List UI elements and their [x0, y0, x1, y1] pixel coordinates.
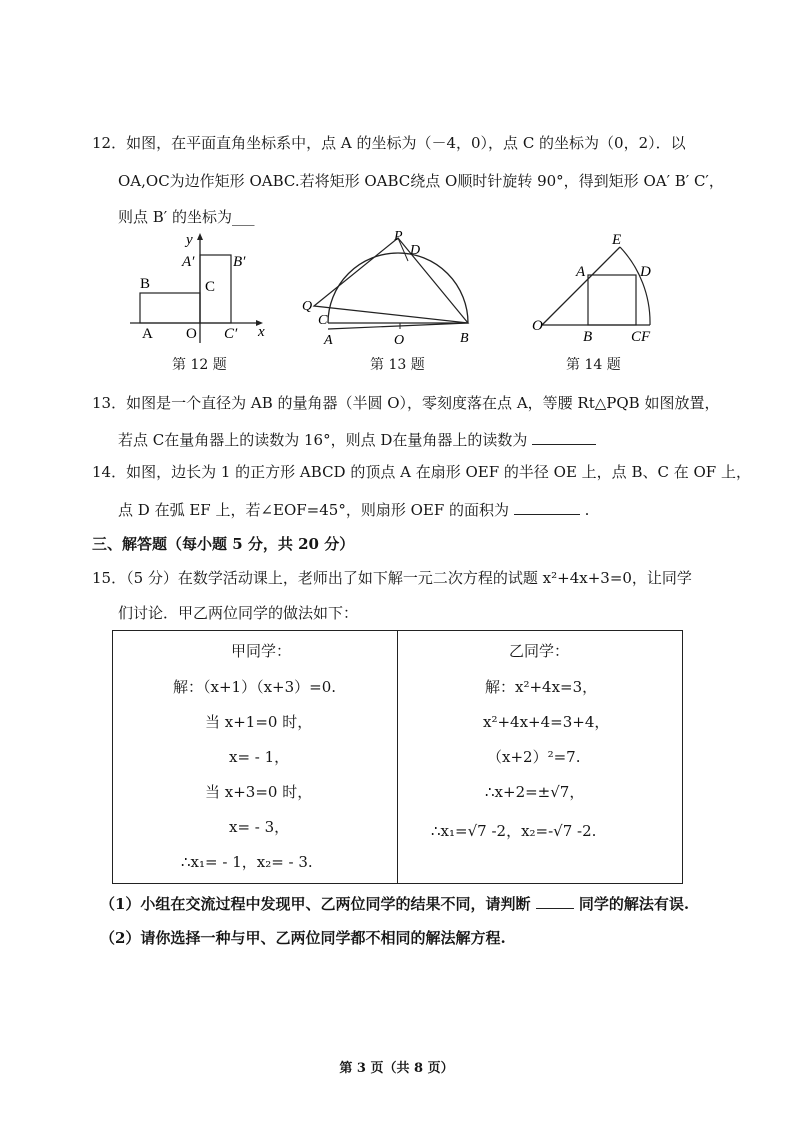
left-col-line: x= - 1， [229, 748, 290, 766]
left-col-line: 当 x+3=0 时， [205, 783, 313, 801]
fig13-label-a: A [324, 333, 333, 348]
right-col-line: （x+2）²=7. [487, 748, 581, 766]
q13-caption: 第 13 题 [370, 357, 425, 373]
fig14-label-d: D [640, 264, 651, 280]
fig14-label-o: O [532, 318, 543, 334]
q13-answer-blank[interactable] [532, 428, 596, 445]
fig14-label-a: A [576, 264, 586, 280]
fig13-label-b: B [460, 331, 469, 346]
fig14-label-b: B [583, 329, 593, 345]
q12-caption: 第 12 题 [172, 357, 227, 373]
fig12-label-a-prime: A′ [182, 254, 195, 270]
q12-line1: 12．如图，在平面直角坐标系中，点 A 的坐标为（－4，0），点 C 的坐标为（0，2）．以 [92, 134, 686, 152]
q13-line1: 13．如图是一个直径为 AB 的量角器（半圆 O），零刻度落在点 A，等腰 Rt△PQB 如图放置， [92, 394, 720, 412]
left-col-line: 当 x+1=0 时， [205, 713, 313, 731]
q14-caption: 第 14 题 [566, 357, 621, 373]
fig12-label-x: x [258, 324, 265, 340]
figure-q12 [120, 228, 270, 348]
solutions-table [112, 630, 683, 884]
left-col-title: 甲同学： [231, 642, 292, 660]
q15-sub1: （1）小组在交流过程中发现甲、乙两位同学的结果不同，请判断 [100, 895, 531, 913]
q13-line2-wrap [118, 428, 596, 450]
q14-line1: 14．如图，边长为 1 的正方形 ABCD 的顶点 A 在扇形 OEF 的半径 OE 上，点 B、C 在 OF 上， [92, 463, 751, 481]
right-col-line: ∴x₁=√7 -2，x₂=-√7 -2. [431, 822, 597, 840]
q12-line2: OA,OC为边作矩形 OABC.若将矩形 OABC绕点 O顺时针旋转 90°，得到矩形 OA′ B′ C′， [118, 172, 724, 190]
right-col-line: 解：x²+4x=3， [485, 678, 598, 696]
left-col-line: x= - 3， [229, 818, 290, 836]
fig12-label-b-prime: B′ [233, 254, 246, 270]
left-col-line: ∴x₁= - 1，x₂= - 3. [181, 853, 313, 871]
q14-answer-blank[interactable] [514, 498, 580, 515]
figure-q14 [528, 228, 658, 348]
left-col-line: 解：（x+1）（x+3）=0. [173, 678, 337, 696]
fig13-label-d: D [410, 243, 421, 258]
q15-line2: 们讨论．甲乙两位同学的做法如下： [118, 604, 359, 622]
fig12-label-b: B [140, 276, 151, 292]
q14-line2-wrap [118, 498, 589, 520]
fig13-label-c: C [318, 313, 328, 328]
fig12-label-c: C [205, 279, 216, 295]
q14-line2: 点 D 在弧 EF 上，若∠EOF=45°，则扇形 OEF 的面积为 [118, 501, 510, 519]
right-col-line: ∴x+2=±√7， [485, 783, 585, 801]
q14-line2-end: . [584, 501, 590, 519]
fig12-label-o: O [186, 326, 197, 342]
fig12-label-a: A [142, 326, 153, 342]
page-footer: 第 3 页（共 8 页） [339, 1061, 454, 1076]
right-col-line: x²+4x+4=3+4， [483, 713, 610, 731]
fig14-label-cf: CF [631, 329, 651, 345]
q12-line3: 则点 B′ 的坐标为___ [118, 208, 255, 226]
fig14-label-e: E [612, 232, 622, 248]
q15-sub1-end: 同学的解法有误. [578, 895, 690, 913]
q15-sub1-blank[interactable] [536, 892, 574, 909]
right-col-title: 乙同学： [509, 642, 570, 660]
q13-line2: 若点 C在量角器上的读数为 16°，则点 D在量角器上的读数为 [118, 431, 528, 449]
q15-line1: 15．（5 分）在数学活动课上，老师出了如下解一元二次方程的试题 x²+4x+3=0，让同学 [92, 569, 692, 587]
fig12-label-c-prime: C′ [224, 326, 238, 342]
solutions-divider [397, 631, 398, 883]
fig12-label-y: y [186, 232, 193, 248]
figure-q13 [300, 226, 480, 351]
section3-title: 三、解答题（每小题 5 分，共 20 分） [92, 535, 355, 553]
fig13-label-q: Q [302, 299, 313, 314]
fig13-label-o: O [394, 333, 405, 348]
q15-sub2: （2）请你选择一种与甲、乙两位同学都不相同的解法解方程. [100, 929, 506, 947]
q15-sub1-wrap [100, 892, 689, 914]
fig13-label-p: P [394, 229, 403, 244]
